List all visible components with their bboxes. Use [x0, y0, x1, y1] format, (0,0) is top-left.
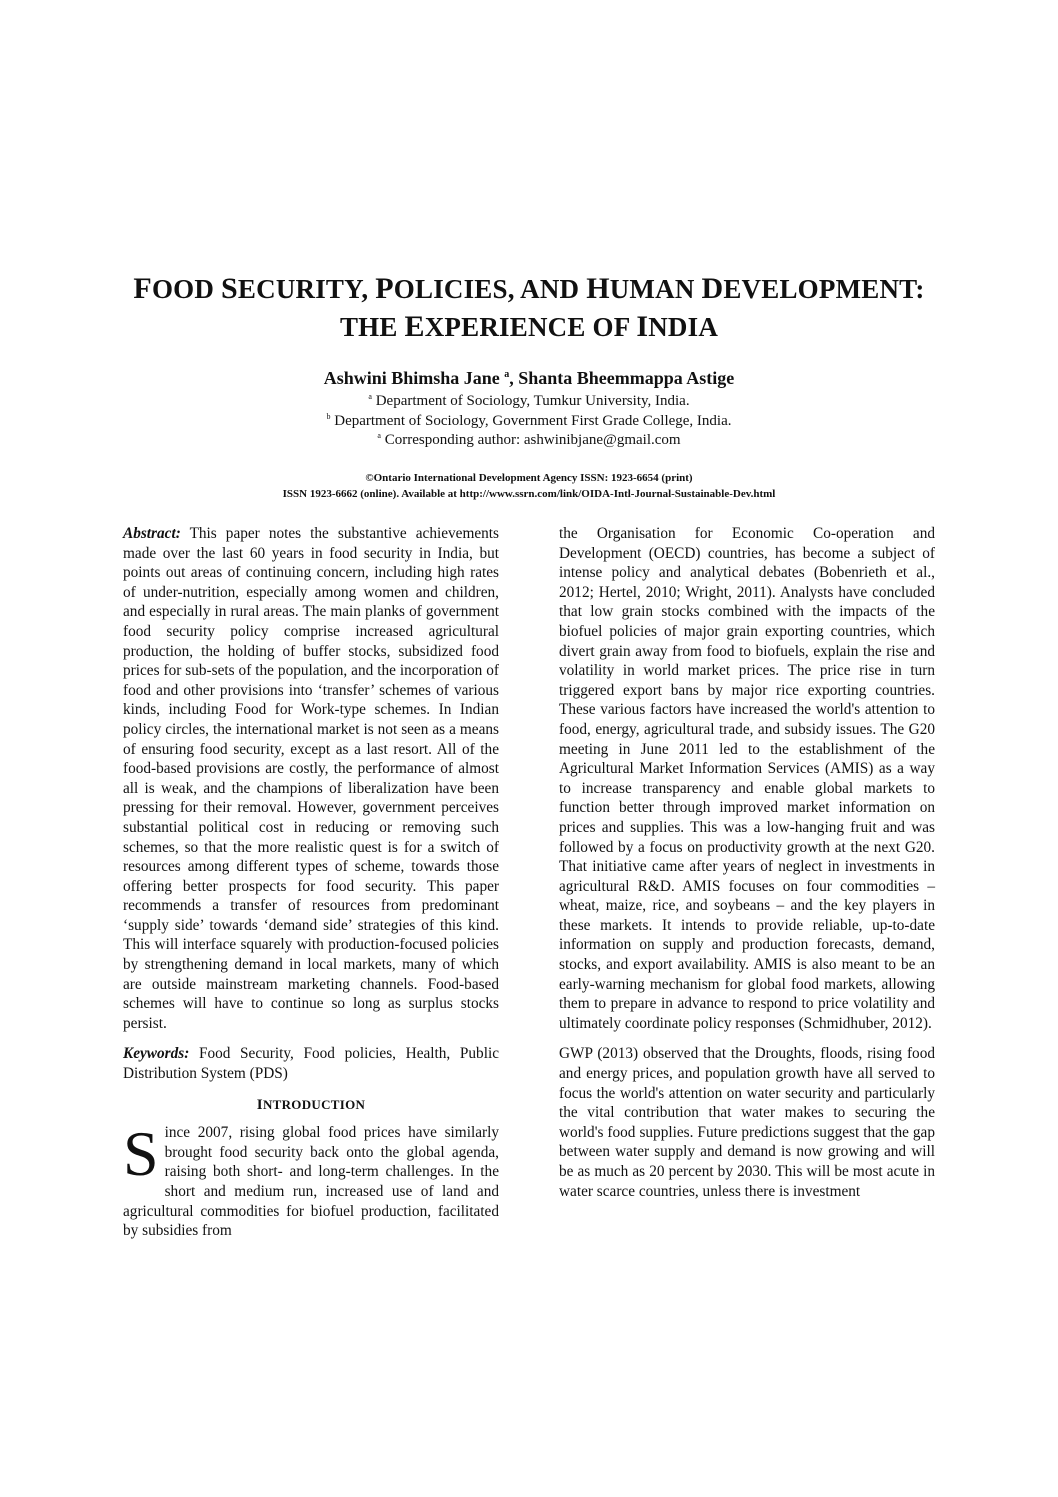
author-list: Ashwini Bhimsha Jane $^a$, Shanta Bheemmappa Astige: [323, 368, 735, 388]
abstract-label: Abstract:: [123, 525, 181, 542]
title-line-1: FOOD SECURITY, POLICIES, AND HUMAN DEVELOPMENT:: [133, 272, 925, 305]
affiliation-2: $^b$ Department of Sociology, Government First Grade College, India.: [326, 412, 732, 429]
keywords: [123, 1044, 499, 1083]
drop-cap: S: [123, 1118, 159, 1190]
introduction-text: Since 2007, rising global food prices have similarly brought food security back onto the global agenda, raising both short- and long-term challenges. In the short and medium run, increased use of land and agricultural commodities for biofuel production, facilitated by subsidies from: [123, 1118, 499, 1240]
title-line-2: THE EXPERIENCE OF INDIA: [339, 310, 719, 343]
body-paragraph-1: the Organisation for Economic Co-operation and Development (OECD) countries, has become a subject of intense policy and analytical debates (Bobenrieth et al., 2012; Hertel, 2010; Wright, 2011). Analysts have concluded that low grain stocks combined with the impacts of the biofuel policies of major grain exporting countries, which divert grain away from food to biofuels, explain the rise and volatility in world market prices. The price rise in turn triggered export bans by major rice exporting countries. These various factors have increased the world's attention to food, energy, agricultural trade, and subsidy issues. The G20 meeting in June 2011 led to the establishment of the Agricultural Market Information Services (AMIS) as a way to increase transparency and enable global markets to function better through improved market information on prices and supplies. This was a low-hanging fruit and was followed by a focus on productivity growth at the next G20. That initiative came after years of neglect in investments in agricultural R&D. AMIS focuses on four commodities – wheat, maize, rice, and soybeans – and the key players in these markets. It intends to provide reliable, up-to-date information on supply and production forecasts, demand, stocks, and export availability. AMIS is also meant to be an early-warning mechanism for global food markets, allowing them to prepare in advance to respond to price volatility and ultimately coordinate policy responses (Schmidhuber, 2012).: [559, 525, 935, 1032]
paper-title: [0, 270, 1058, 346]
affiliation-1: $^a$ Department of Sociology, Tumkur University, India.: [368, 392, 690, 409]
keywords-text: Food Security, Food policies, Health, Public Distribution System (PDS): [123, 1045, 499, 1083]
issn-line-2: ISSN 1923-6662 (online). Available at http://www.ssrn.com/link/OIDA-Intl-Journal-Sustainable-Dev.html: [282, 488, 776, 500]
corresponding-author: $^a$ Corresponding author: ashwinibjane@gmail.com: [377, 431, 681, 448]
abstract-text: This paper notes the substantive achievements made over the last 60 years in food security in India, but points out areas of continuing concern, including high rates of under-nutrition, especially among women and children, and especially in rural areas. The main planks of government food security policy comprise increased agricultural production, the holding of buffer stocks, subsidized food prices for sub-sets of the population, and the incorporation of food and other provisions into ‘transfer’ schemes of various kinds, including Food for Work-type schemes. In Indian policy circles, the international market is not seen as a means of ensuring food security, except as a last resort. All of the food-based provisions are costly, the performance of almost all is weak, and the champions of liberalization have been pressing for their removal. However, government perceives substantial political cost in reducing or removing such schemes, so that the more realistic quest is for a switch of resources among different types of scheme, towards those offering better prospects for food security. This paper recommends a transfer of resources from predominant ‘supply side’ towards ‘demand side’ strategies of this kind. This will interface squarely with production-focused policies by strengthening demand in local markets, many of which are outside mainstream marketing channels. Food-based schemes will have to continue so long as surplus stocks persist.: [123, 525, 499, 1032]
left-column: [123, 524, 499, 1252]
keywords-label: Keywords:: [123, 1045, 190, 1063]
right-column: [559, 524, 935, 1212]
issn-line-1: ©Ontario International Development Agency ISSN: 1923-6654 (print): [365, 472, 693, 484]
introduction-heading: INTRODUCTION: [256, 1096, 366, 1113]
abstract: [123, 524, 499, 1033]
body-paragraph-2: GWP (2013) observed that the Droughts, floods, rising food and energy prices, and population growth have all served to focus the world's attention on water security and particularly the vital contribution that water makes to securing the world's food supplies. Future predictions suggest that the gap between water supply and demand is now growing and will be as much as 20 percent by 2030. This will be most acute in water scarce countries, unless there is investment: [559, 1045, 935, 1200]
